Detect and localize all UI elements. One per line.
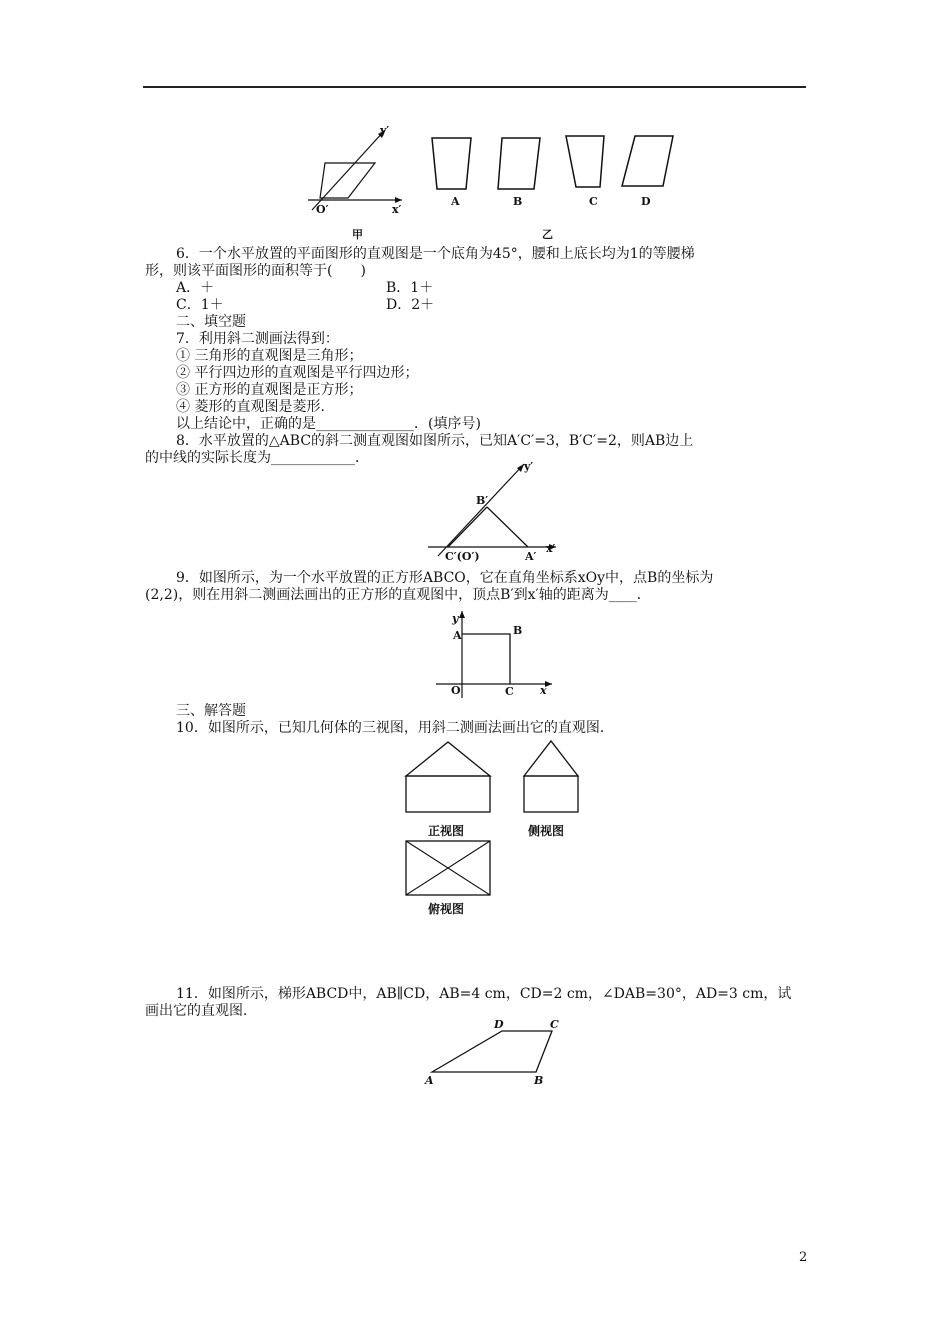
q6-option-a: A．＋	[176, 280, 215, 296]
q11-fig-d-label: D	[494, 1018, 504, 1031]
q10-text: 10．如图所示，已知几何体的三视图，用斜二测画法画出它的直观图．	[176, 720, 614, 736]
q7-text: 7．利用斜二测画法得到：	[176, 331, 339, 347]
fig-top-y-label: y′	[380, 124, 390, 137]
q6-option-b: B．1＋	[386, 280, 434, 296]
header-rule	[143, 86, 806, 88]
q6-option-d: D．2＋	[386, 297, 435, 313]
fig-top-x-label: x′	[392, 203, 402, 216]
q6-line-2: 形，则该平面图形的面积等于( )	[145, 263, 366, 279]
caption-jia: 甲	[352, 228, 363, 241]
option-label-c: C	[589, 195, 598, 208]
q8-fig-x-label: x′	[546, 542, 556, 555]
section-answer: 三、解答题	[176, 703, 246, 719]
fig-top-origin-label: O′	[316, 203, 329, 216]
q7-item-3: ③ 正方形的直观图是正方形；	[176, 382, 363, 398]
q8-line-1: 8．水平放置的△ABC的斜二测直观图如图所示，已知A′C′=3，B′C′=2，则AB边上	[176, 433, 694, 449]
q9-line-2: (2,2)，则在用斜二测画法画出的正方形的直观图中，顶点B′到x′轴的距离为____．	[145, 587, 651, 603]
q7-conclusion: 以上结论中，正确的是______________．(填序号)	[176, 416, 481, 432]
option-label-b: B	[513, 195, 523, 208]
q8-fig-c-label: C′(O′)	[445, 550, 480, 563]
option-label-a: A	[451, 195, 460, 208]
q11-line-2: 画出它的直观图．	[145, 1003, 257, 1019]
q7-item-1: ① 三角形的直观图是三角形；	[176, 348, 363, 364]
q9-fig-o-label: O	[451, 684, 461, 697]
page-number: 2	[799, 1250, 808, 1265]
q8-fig-b-label: B′	[476, 494, 489, 507]
caption-yi: 乙	[542, 228, 553, 241]
q9-line-1: 9．如图所示，为一个水平放置的正方形ABCO，它在直角坐标系xOy中，点B的坐标为	[176, 570, 714, 586]
q9-fig-x-label: x	[540, 684, 547, 697]
q11-fig-c-label: C	[550, 1018, 559, 1031]
figure-q11	[420, 1018, 570, 1088]
q8-line-2: 的中线的实际长度为____________．	[145, 450, 369, 466]
q11-fig-b-label: B	[534, 1074, 544, 1087]
option-label-d: D	[641, 195, 651, 208]
q11-line-1: 11．如图所示，梯形ABCD中，AB∥CD，AB=4 cm，CD=2 cm，∠DAB=30°，AD=3 cm，试	[176, 986, 792, 1002]
q9-fig-c-label: C	[505, 685, 514, 698]
caption-front-view: 正视图	[428, 824, 465, 838]
q11-fig-a-label: A	[425, 1074, 434, 1087]
q8-fig-a-label: A′	[525, 550, 537, 563]
q9-fig-y-label: y	[452, 612, 459, 625]
figure-q8	[420, 460, 570, 570]
q6-option-c: C．1＋	[176, 297, 224, 313]
q9-fig-b-label: B	[513, 624, 523, 637]
q7-item-4: ④ 菱形的直观图是菱形．	[176, 399, 335, 415]
figure-top	[300, 120, 700, 245]
q9-fig-a-label: A	[453, 629, 462, 642]
q8-fig-y-label: y′	[524, 460, 534, 473]
q7-item-2: ② 平行四边形的直观图是平行四边形；	[176, 365, 419, 381]
caption-top-view: 俯视图	[428, 902, 465, 916]
caption-side-view: 侧视图	[528, 824, 565, 838]
q6-line-1: 6．一个水平放置的平面图形的直观图是一个底角为45°，腰和上底长均为1的等腰梯	[176, 246, 695, 262]
figure-q9	[430, 608, 560, 703]
section-fill-in: 二、填空题	[176, 314, 246, 330]
